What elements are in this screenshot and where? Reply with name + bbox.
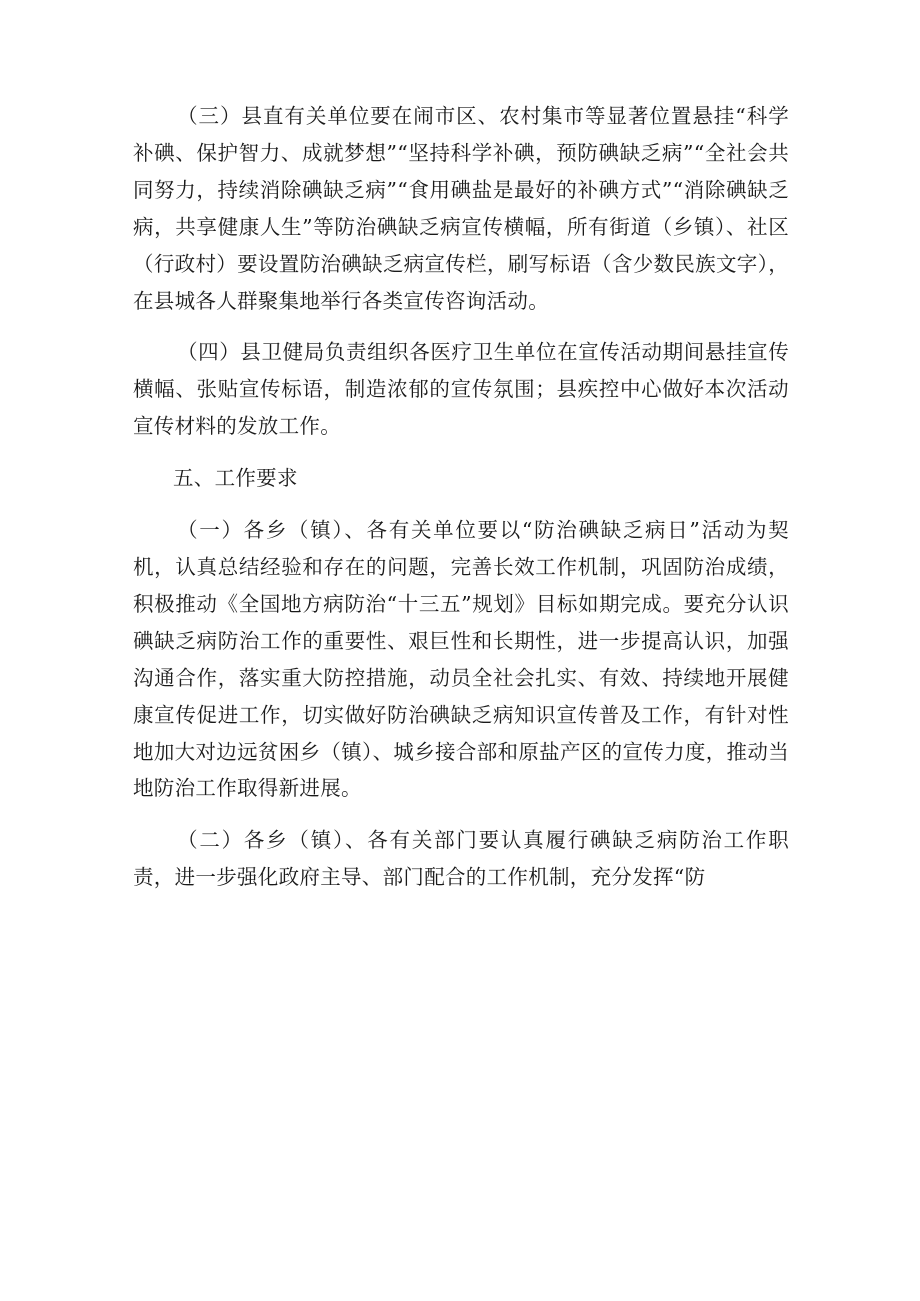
document-body xyxy=(133,98,789,911)
paragraph-item-4: （四）县卫健局负责组织各医疗卫生单位在宣传活动期间悬挂宣传横幅、张贴宣传标语，制造浓郁的宣传氛围；县疾控中心做好本次活动宣传材料的发放工作。 xyxy=(133,340,789,439)
paragraph-requirement-1: （一）各乡（镇）、各有关单位要以“防治碘缺乏病日”活动为契机，认真总结经验和存在的问题，完善长效工作机制，巩固防治成绩，积极推动《全国地方病防治“十三五”规划》目标如期完成。要充分认识碘缺乏病防治工作的重要性、艰巨性和长期性，进一步提高认识，加强沟通合作，落实重大防控措施，动员全社会扎实、有效、持续地开展健康宣传促进工作，切实做好防治碘缺乏病知识宣传普及工作，有针对性地加大对边远贫困乡（镇）、城乡接合部和原盐产区的宣传力度，推动当地防治工作取得新进展。 xyxy=(133,518,789,801)
paragraph-item-3: （三）县直有关单位要在闹市区、农村集市等显著位置悬挂“科学补碘、保护智力、成就梦想”“坚持科学补碘，预防碘缺乏病”“全社会共同努力，持续消除碘缺乏病”“食用碘盐是最好的补碘方式”“消除碘缺乏病，共享健康人生”等防治碘缺乏病宣传横幅，所有街道（乡镇）、社区（行政村）要设置防治碘缺乏病宣传栏，刷写标语（含少数民族文字），在县城各人群聚集地举行各类宣传咨询活动。 xyxy=(133,104,789,313)
section-heading-work-requirements: 五、工作要求 xyxy=(172,466,298,491)
paragraph-requirement-2: （二）各乡（镇）、各有关部门要认真履行碘缺乏病防治工作职责，进一步强化政府主导、部门配合的工作机制，充分发挥“防 xyxy=(133,828,789,890)
